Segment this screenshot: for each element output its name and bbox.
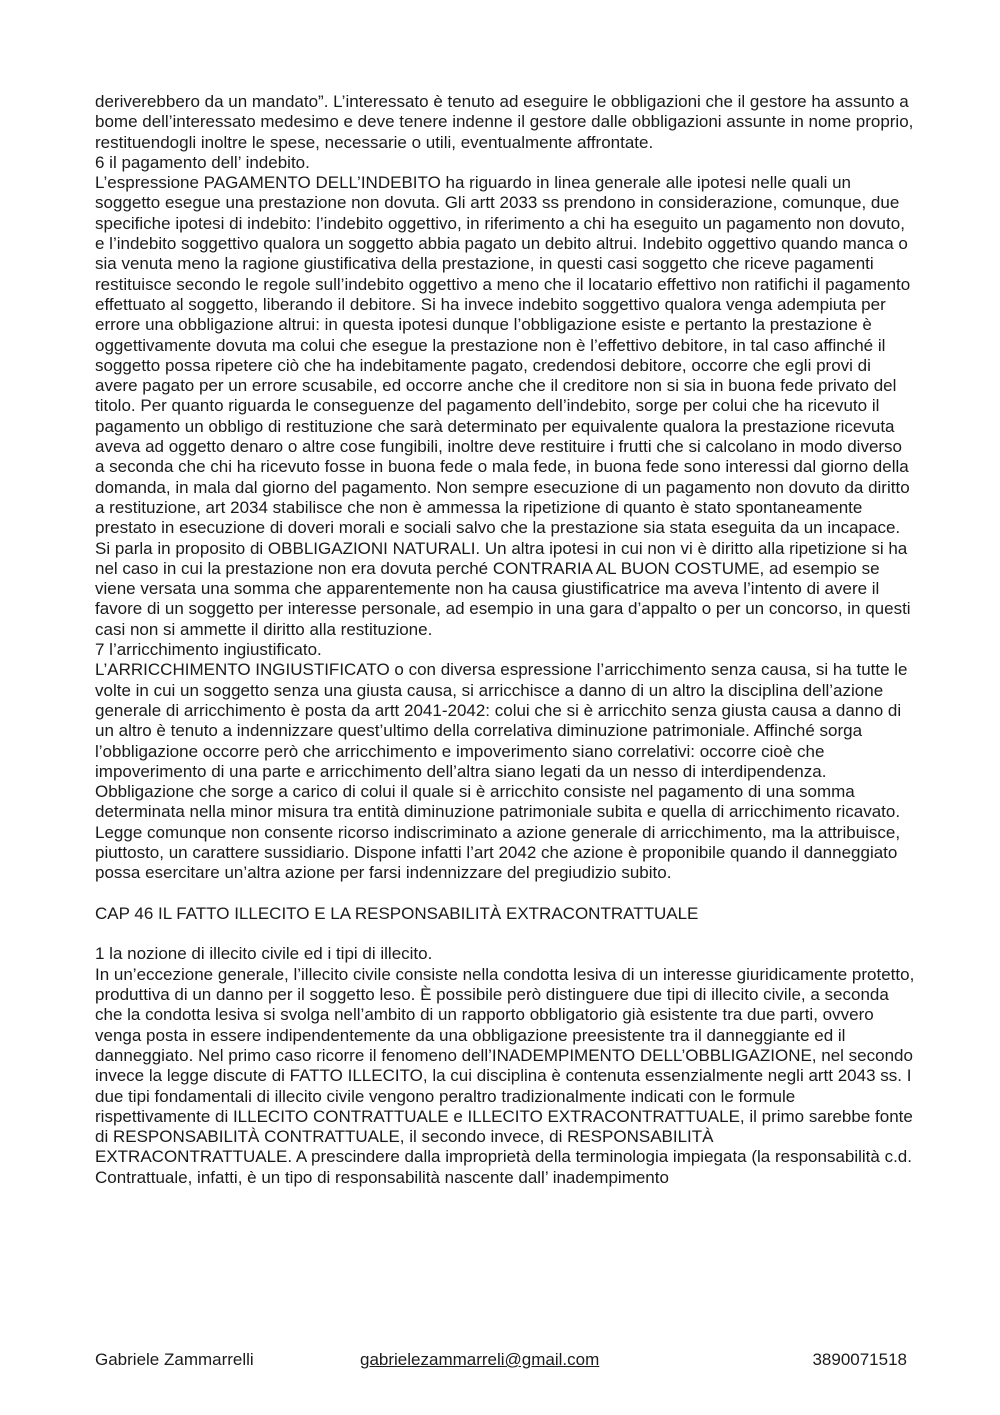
paragraph-illecito-civile: In un’eccezione generale, l’illecito civile consiste nella condotta lesiva di un interesse giuridicamente protetto, produttiva di un danno per il soggetto leso. È possibile però distinguere due tipi di illecito civile, a seconda che la condotta lesiva si svolga nell’ambito di un rapporto obbligatorio già esistente tra due parti, ovvero venga posta in essere indipendentemente da una obbligazione preesistente tra il danneggiante ed il danneggiato. Nel primo caso ricorre il fenomeno dell’INADEMPIMENTO DELL’OBBLIGAZIONE, nel secondo invece la legge discute di FATTO ILLECITO, la cui disciplina è contenuta essenzialmente negli artt 2043 ss. I due tipi fondamentali di illecito civile vengono peraltro tradizionalmente indicati con le formule rispettivamente di ILLECITO CONTRATTUALE e ILLECITO EXTRACONTRATTUALE, il primo sarebbe fonte di RESPONSABILITÀ CONTRATTUALE, il secondo invece, di RESPONSABILITÀ EXTRACONTRATTUALE. A prescindere dalla improprietà della terminologia impiegata (la responsabilità c.d. Contrattuale, infatti, è un tipo di responsabilità nascente dall’ inadempimento — [95, 964, 915, 1187]
section-heading-7: 7 l’arricchimento ingiustificato. — [95, 640, 322, 660]
page-footer — [95, 1350, 907, 1374]
document-body — [95, 92, 915, 1188]
paragraph-mandato: deriverebbero da un mandato”. L’interessato è tenuto ad eseguire le obbligazioni che il gestore ha assunto a bome dell’interessato medesimo e deve tenere indenne il gestore dalle obbligazioni assunte in nome proprio, restituendogli inoltre le spese, necessarie o utili, eventualmente affrontate. — [95, 92, 914, 152]
section-heading-6: 6 il pagamento dell’ indebito. — [95, 152, 310, 172]
footer-email-link[interactable]: gabrielezammarreli@gmail.com — [360, 1350, 600, 1369]
spacer — [95, 884, 915, 904]
footer-phone-number: 3890071518 — [812, 1350, 907, 1369]
spacer — [95, 924, 915, 944]
paragraph-arricchimento: L’ARRICCHIMENTO INGIUSTIFICATO o con diversa espressione l’arricchimento senza causa, si ha tutte le volte in cui un soggetto senza una giusta causa, si arricchisce a danno di un altro la disciplina dell’azione generale di arricchimento è posta da artt 2041-2042: colui che si è arricchito senza giusta causa a danno di un altro è tenuto a indennizzare quest’ultimo della correlativa diminuzione patrimoniale. Affinché sorga l’obbligazione occorre però che arricchimento e impoverimento siano correlativi: occorre cioè che impoverimento di una parte e arricchimento dell’altra siano legati da un nesso di interdipendenza. Obbligazione che sorge a carico di colui il quale si è arricchito consiste nel pagamento di una somma determinata nella minor misura tra entità diminuzione patrimoniale subita e quella di arricchimento ricavato. Legge comunque non consente ricorso indiscriminato a azione generale di arricchimento, ma la attribuisce, piuttosto, un carattere sussidiario. Dispone infatti l’art 2042 che azione è proponibile quando il danneggiato possa esercitare un’altra azione per farsi indennizzare del pregiudizio subito. — [95, 660, 908, 883]
footer-author-name: Gabriele Zammarrelli — [95, 1350, 254, 1369]
chapter-title: CAP 46 IL FATTO ILLECITO E LA RESPONSABILITÀ EXTRACONTRATTUALE — [95, 903, 699, 923]
section-heading-1: 1 la nozione di illecito civile ed i tipi di illecito. — [95, 944, 433, 964]
paragraph-pagamento-indebito: L’espressione PAGAMENTO DELL’INDEBITO ha riguardo in linea generale alle ipotesi nelle quali un soggetto esegue una prestazione non dovuta. Gli artt 2033 ss prendono in considerazione, comunque, due specifiche ipotesi di indebito: l’indebito oggettivo, in riferimento a chi ha eseguito un pagamento non dovuto, e l’indebito soggettivo qualora un soggetto abbia pagato un debito altrui. Indebito oggettivo quando manca o sia venuta meno la ragione giustificativa della prestazione, in questi casi soggetto che riceve pagamenti restituisce secondo le regole sull’indebito oggettivo a meno che il locatario effettivo non ratifichi il pagamento effettuato al soggetto, liberando il debitore. Si ha invece indebito soggettivo qualora venga adempiuta per errore una obbligazione altrui: in questa ipotesi dunque l’obbligazione esiste e pertanto la prestazione è oggettivamente dovuta ma colui che esegue la prestazione non è l’effettivo debitore, in tal caso affinché il soggetto possa ripetere ciò che ha indebitamente pagato, credendosi debitore, occorre che egli provi di avere pagato per un errore scusabile, ed occorre anche che il creditore non si sia in buona fede privato del titolo. Per quanto riguarda le conseguenze del pagamento dell’indebito, sorge per colui che ha ricevuto il pagamento un obbligo di restituzione che sarà determinato per equivalente qualora la prestazione ricevuta aveva ad oggetto denaro o altre cose fungibili, inoltre deve restituire i frutti che si calcolano in modo diverso a seconda che chi ha ricevuto fosse in buona fede o mala fede, in buona fede sono interessi dal giorno della domanda, in mala dal giorno del pagamento. Non sempre esecuzione di un pagamento non dovuto da diritto a restituzione, art 2034 stabilisce che non è ammessa la ripetizione di quanto è stato spontaneamente prestato in esecuzione di doveri morali e sociali salvo che la prestazione sia stata eseguita da un incapace. Si parla in proposito di OBBLIGAZIONI NATURALI. Un altra ipotesi in cui non vi è diritto alla ripetizione si ha nel caso in cui la prestazione non era dovuta perché CONTRARIA AL BUON COSTUME, ad esempio se viene versata una somma che apparentemente non ha causa giustificatrice ma aveva l’intento di avere il favore di un soggetto per interesse personale, ad esempio in una gara d’appalto o per un concorso, in questi casi non si ammette il diritto alla restituzione. — [95, 173, 911, 639]
